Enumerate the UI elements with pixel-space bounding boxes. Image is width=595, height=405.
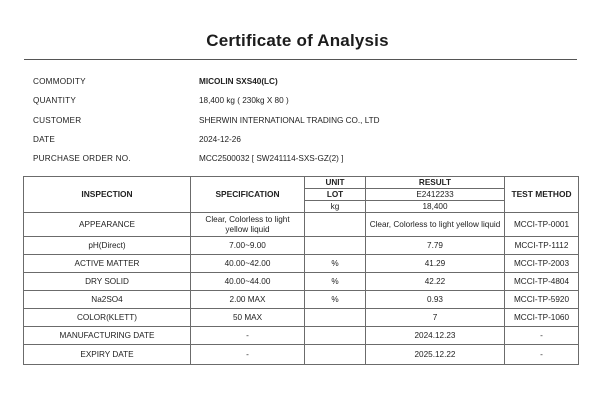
lot-value: E2412233 (366, 189, 505, 201)
kg-value: 18,400 (366, 201, 505, 213)
result-cell: 42.22 (366, 273, 505, 291)
method-cell: MCCI-TP-5920 (505, 291, 579, 309)
table-row (24, 255, 579, 273)
result-cell: Clear, Colorless to light yellow liquid (366, 213, 505, 237)
method-cell: - (505, 327, 579, 345)
method-cell: MCCI-TP-4804 (505, 273, 579, 291)
unit-cell (305, 345, 366, 365)
inspection-cell: pH(Direct) (24, 237, 191, 255)
specification-cell: 7.00~9.00 (191, 237, 305, 255)
specification-cell: 50 MAX (191, 309, 305, 327)
specification-cell: - (191, 345, 305, 365)
result-cell: 2025.12.22 (366, 345, 505, 365)
purchase-order-value: MCC2500032 [ SW241114-SXS-GZ(2) ] (199, 154, 344, 163)
commodity-value: MICOLIN SXS40(LC) (199, 77, 278, 86)
result-cell: 7.79 (366, 237, 505, 255)
table-row (24, 273, 579, 291)
table-row (24, 237, 579, 255)
unit-cell: % (305, 291, 366, 309)
method-cell: MCCI-TP-1060 (505, 309, 579, 327)
result-cell: 7 (366, 309, 505, 327)
method-cell: MCCI-TP-0001 (505, 213, 579, 237)
date-value: 2024-12-26 (199, 135, 241, 144)
inspection-cell: MANUFACTURING DATE (24, 327, 191, 345)
inspection-cell: COLOR(KLETT) (24, 309, 191, 327)
unit-cell (305, 309, 366, 327)
unit-cell: % (305, 255, 366, 273)
unit-cell (305, 327, 366, 345)
quantity-label: QUANTITY (33, 96, 76, 105)
inspection-cell: APPEARANCE (24, 213, 191, 237)
unit-cell (305, 213, 366, 237)
table-row (24, 291, 579, 309)
specification-cell: 40.00~42.00 (191, 255, 305, 273)
kg-unit: kg (305, 201, 366, 213)
commodity-label: COMMODITY (33, 77, 86, 86)
result-cell: 2024.12.23 (366, 327, 505, 345)
unit-cell (305, 237, 366, 255)
title-divider (24, 59, 577, 60)
table-row (24, 213, 579, 237)
inspection-cell: DRY SOLID (24, 273, 191, 291)
analysis-table (23, 176, 579, 365)
date-label: DATE (33, 135, 56, 144)
specification-header: SPECIFICATION (191, 177, 305, 213)
purchase-order-label: PURCHASE ORDER NO. (33, 154, 131, 163)
document-title: Certificate of Analysis (206, 31, 389, 50)
method-cell: MCCI-TP-2003 (505, 255, 579, 273)
specification-cell: - (191, 327, 305, 345)
customer-label: CUSTOMER (33, 116, 82, 125)
specification-cell: Clear, Colorless to light yellow liquid (191, 213, 305, 237)
result-cell: 41.29 (366, 255, 505, 273)
quantity-value: 18,400 kg ( 230kg X 80 ) (199, 96, 289, 105)
unit-cell: % (305, 273, 366, 291)
inspection-cell: Na2SO4 (24, 291, 191, 309)
inspection-header: INSPECTION (24, 177, 191, 213)
specification-cell: 2.00 MAX (191, 291, 305, 309)
inspection-cell: ACTIVE MATTER (24, 255, 191, 273)
unit-header: UNIT (305, 177, 366, 189)
test-method-header: TEST METHOD (505, 177, 579, 213)
method-cell: - (505, 345, 579, 365)
table-row (24, 345, 579, 365)
result-header: RESULT (366, 177, 505, 189)
result-cell: 0.93 (366, 291, 505, 309)
table-row (24, 309, 579, 327)
method-cell: MCCI-TP-1112 (505, 237, 579, 255)
customer-value: SHERWIN INTERNATIONAL TRADING CO., LTD (199, 116, 380, 125)
inspection-cell: EXPIRY DATE (24, 345, 191, 365)
lot-header: LOT (305, 189, 366, 201)
specification-cell: 40.00~44.00 (191, 273, 305, 291)
table-row (24, 327, 579, 345)
